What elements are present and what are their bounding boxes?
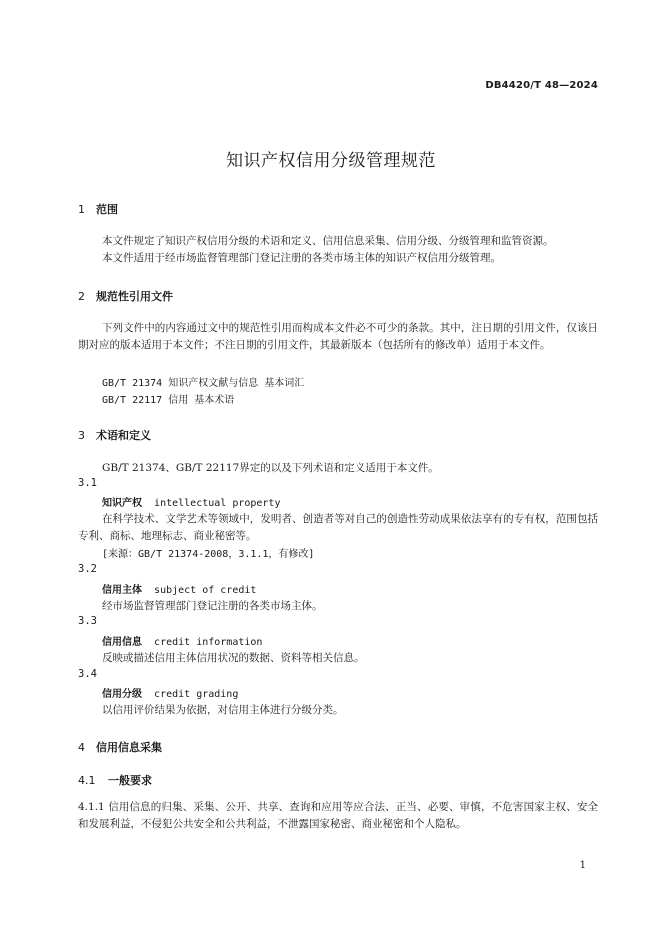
reference-gbt-22117: GB/T 22117 信用 基本术语: [102, 395, 235, 406]
term-en: credit information: [154, 637, 263, 648]
scope-paragraph-1: 本文件规定了知识产权信用分级的术语和定义、信用信息采集、信用分级、分级管理和监管资源。: [102, 235, 554, 247]
term-3-4-definition: 以信用评价结果为依据，对信用主体进行分级分类。: [102, 704, 344, 716]
standard-code: DB4420/T 48—2024: [485, 80, 598, 91]
section-number: 4: [78, 741, 85, 754]
section-3-heading: [78, 427, 151, 443]
section-title: 信用信息采集: [96, 741, 162, 754]
term-number-3-2: 3.2: [78, 563, 97, 575]
reference-gbt-21374: GB/T 21374 知识产权文献与信息 基本词汇: [102, 378, 305, 389]
section-number: 2: [78, 290, 85, 303]
section-number: 3: [78, 429, 85, 442]
term-zh: 信用信息: [102, 637, 142, 648]
section-title: 术语和定义: [96, 429, 151, 442]
subsection-title: 一般要求: [108, 774, 152, 787]
subsection-number: 4.1: [78, 774, 96, 787]
term-number-3-1: 3.1: [78, 477, 97, 489]
section-1-heading: [78, 201, 118, 217]
term-zh: 知识产权: [102, 498, 142, 509]
term-3-2: [102, 581, 256, 596]
term-en: intellectual property: [154, 498, 281, 509]
section-title: 范围: [96, 203, 118, 216]
term-3-1: [102, 494, 280, 509]
terms-intro: GB/T 21374、GB/T 22117界定的以及下列术语和定义适用于本文件。: [102, 462, 439, 474]
term-3-2-definition: 经市场监督管理部门登记注册的各类市场主体。: [102, 600, 323, 612]
clause-4-1-1: 4.1.1 信用信息的归集、采集、公开、共享、查询和应用等应合法、正当、必要、审慎，不危害国家主权、安全和发展利益，不侵犯公共安全和公共利益，不泄露国家秘密、商业秘密和个人隐私。: [78, 801, 598, 830]
section-4-heading: [78, 739, 162, 755]
term-number-3-4: 3.4: [78, 668, 97, 680]
term-3-1-definition: 在科学技术、文学艺术等领域中，发明者、创造者等对自己的创造性劳动成果依法享有的专有权，范围包括专利、商标、地理标志、商业秘密等。: [78, 513, 598, 542]
term-3-1-source: [来源：GB/T 21374-2008，3.1.1，有修改]: [102, 549, 315, 560]
section-2-heading: [78, 288, 173, 304]
section-title: 规范性引用文件: [96, 290, 173, 303]
term-3-4: [102, 685, 238, 700]
page-number: 1: [579, 860, 586, 871]
term-en: credit grading: [154, 689, 239, 700]
subsection-4-1-heading: [78, 772, 152, 788]
term-zh: 信用主体: [102, 585, 142, 596]
normative-references-paragraph: 下列文件中的内容通过文中的规范性引用而构成本文件必不可少的条款。其中，注日期的引用文件，仅该日期对应的版本适用于本文件；不注日期的引用文件，其最新版本（包括所有的修改单）适用于本文件。: [78, 322, 598, 351]
term-number-3-3: 3.3: [78, 615, 97, 627]
term-zh: 信用分级: [102, 689, 142, 700]
scope-paragraph-2: 本文件适用于经市场监督管理部门登记注册的各类市场主体的知识产权信用分级管理。: [102, 252, 501, 264]
document-title: 知识产权信用分级管理规范: [226, 151, 436, 171]
section-number: 1: [78, 203, 85, 216]
term-en: subject of credit: [154, 585, 257, 596]
term-3-3: [102, 633, 262, 648]
term-3-3-definition: 反映或描述信用主体信用状况的数据、资料等相关信息。: [102, 652, 365, 664]
